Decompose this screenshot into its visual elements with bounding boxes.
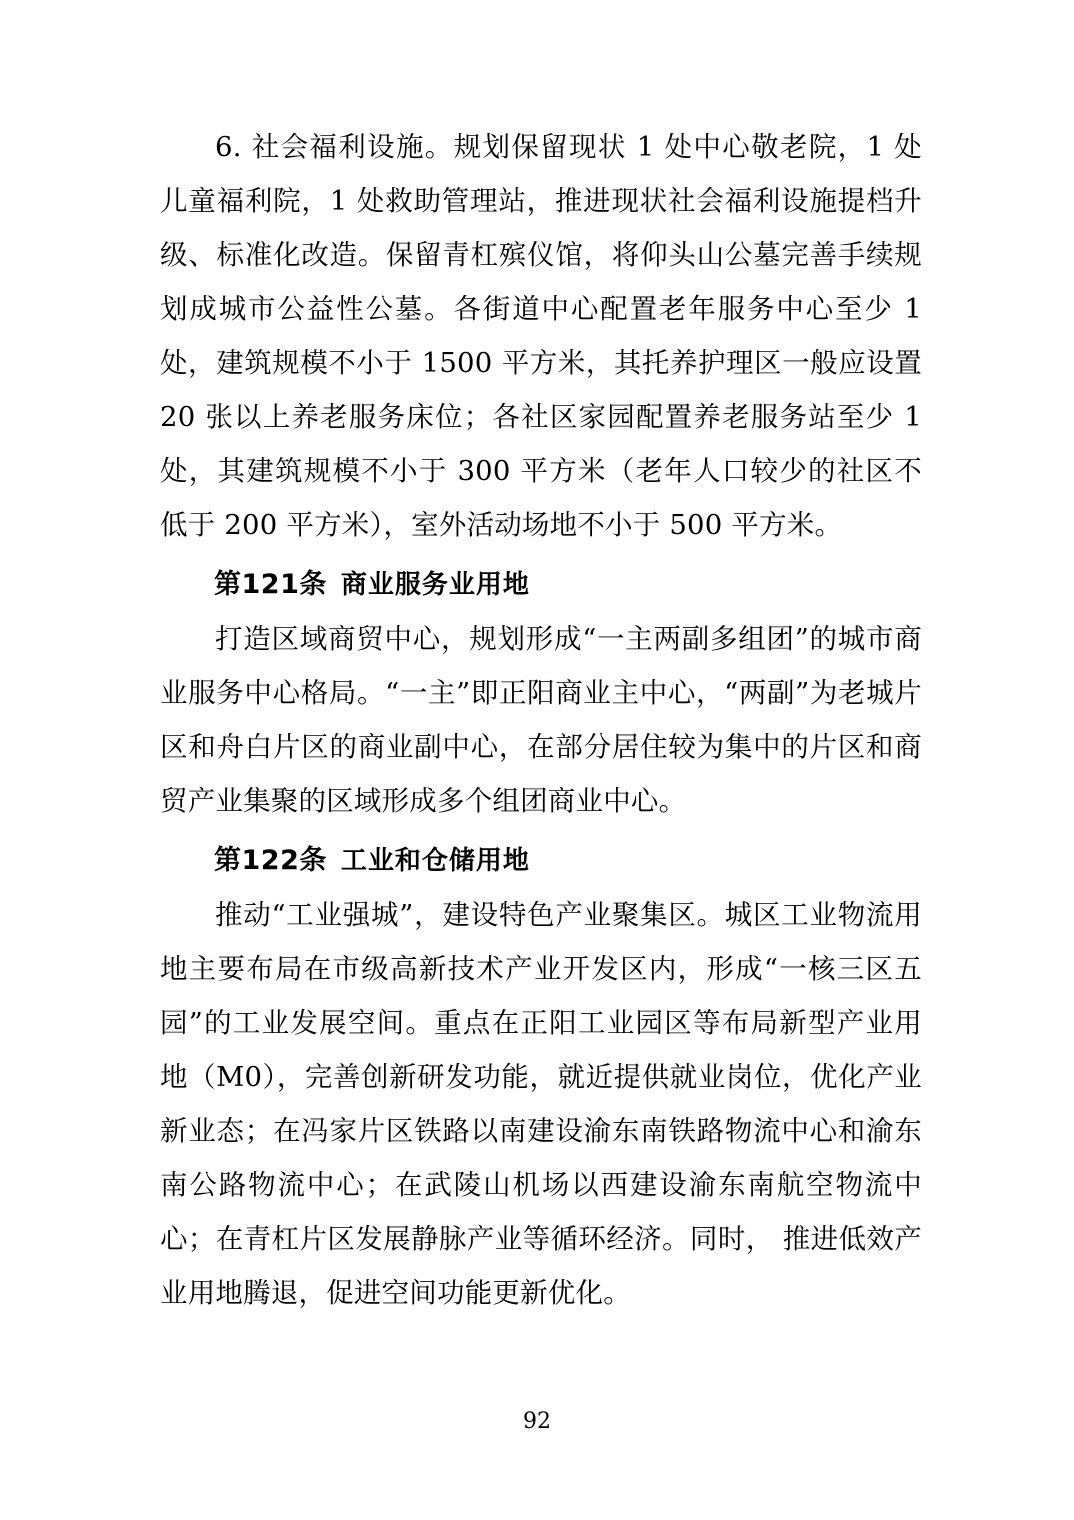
heading-number: 第121条 — [214, 569, 327, 600]
paragraph-industrial-land: 推动“工业强城”，建设特色产业聚集区。城区工业物流用地主要布局在市级高新技术产业开发区内，形成“一核三区五园”的工业发展空间。重点在正阳工业园区等布局新型产业用地（M0），完善创新研发功能，就近提供就业岗位，优化产业新业态；在冯家片区铁路以南建设渝东南铁路物流中心和渝东南公路物流中心；在武陵山机场以西建设渝东南航空物流中心；在青杠片区发展静脉产业等循环经济。同时， 推进低效产业用地腾退，促进空间功能更新优化。 — [160, 899, 922, 1309]
heading-article-121 — [160, 558, 922, 612]
page-number: 92 — [523, 1409, 551, 1434]
heading-title: 工业和仓储用地 — [340, 846, 530, 876]
paragraph-commercial-land: 打造区域商贸中心，规划形成“一主两副多组团”的城市商业服务中心格局。“一主”即正阳商业主中心，“两副”为老城片区和舟白片区的商业副中心，在部分居住较为集中的片区和商贸产业集聚的区域形成多个组团商业中心。 — [160, 623, 922, 817]
paragraph-social-welfare: 6. 社会福利设施。规划保留现状 1 处中心敬老院，1 处儿童福利院，1 处救助管理站，推进现状社会福利设施提档升级、标准化改造。保留青杠殡仪馆，将仰头山公墓完善手续规划成城市公益性公墓。各街道中心配置老年服务中心至少 1 处，建筑规模不小于 1500 平方米，其托养护理区一般应设置 20 张以上养老服务床位；各社区家园配置养老服务站至少 1 处，其建筑规模不小于 300 平方米（老年人口较少的社区不低于 200 平方米），室外活动场地不小于 500 平方米。 — [160, 131, 922, 541]
heading-number: 第122条 — [214, 845, 327, 876]
heading-title: 商业服务业用地 — [340, 570, 530, 600]
heading-article-122 — [160, 834, 922, 888]
